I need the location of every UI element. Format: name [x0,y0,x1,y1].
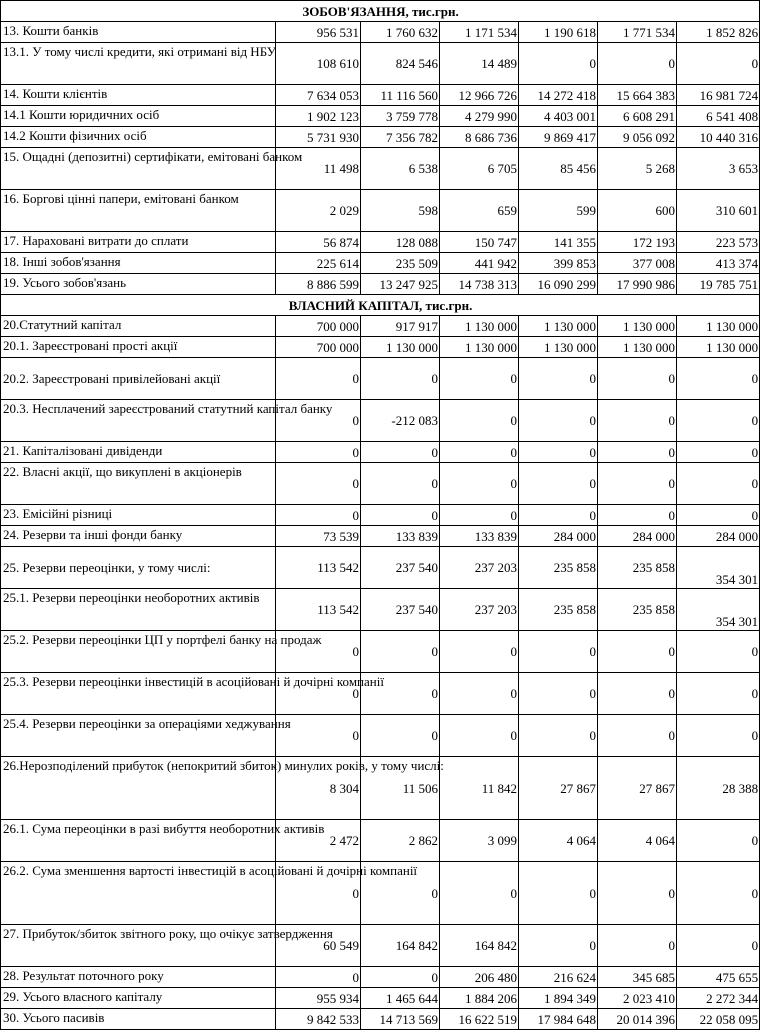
cell-value: 225 614 [276,253,361,274]
table-row [1,274,760,295]
cell-value: 216 624 [519,967,598,988]
cell-value: 0 [361,358,440,400]
cell-value: 0 [361,967,440,988]
cell-value: 1 130 000 [677,316,760,337]
row-label: 30. Усього пасивів [1,1009,276,1030]
cell-value: -212 083 [361,400,440,442]
cell-value: 1 902 123 [276,106,361,127]
table-row [1,631,760,673]
cell-value: 1 130 000 [598,337,677,358]
table-row [1,925,760,967]
cell-value: 0 [677,673,760,715]
cell-value: 1 760 632 [361,22,440,43]
table-row [1,988,760,1009]
cell-value: 0 [519,631,598,673]
table-row [1,400,760,442]
cell-value: 172 193 [598,232,677,253]
cell-value: 0 [361,631,440,673]
cell-value: 1 465 644 [361,988,440,1009]
cell-value: 8 886 599 [276,274,361,295]
section-header-row [1,1,760,22]
row-label: 29. Усього власного капіталу [1,988,276,1009]
cell-value: 598 [361,190,440,232]
cell-value: 6 608 291 [598,106,677,127]
table-row [1,442,760,463]
cell-value: 56 874 [276,232,361,253]
cell-value: 2 272 344 [677,988,760,1009]
cell-value: 0 [276,400,361,442]
row-label: 25. Резерви переоцінки, у тому числі: [1,547,276,589]
table-row [1,127,760,148]
cell-value: 113 542 [276,589,361,631]
cell-value: 7 356 782 [361,127,440,148]
row-label: 16. Боргові цінні папери, емітовані банком [1,190,276,232]
cell-value: 60 549 [276,925,361,967]
table-row [1,1009,760,1030]
table-row [1,337,760,358]
cell-value: 0 [440,505,519,526]
cell-value: 15 664 383 [598,85,677,106]
section-title-liabilities: ЗОБОВ'ЯЗАННЯ, тис.грн. [1,1,760,22]
row-label: 19. Усього зобов'язань [1,274,276,295]
table-row [1,106,760,127]
cell-value: 14 713 569 [361,1009,440,1030]
cell-value: 9 869 417 [519,127,598,148]
cell-value: 5 731 930 [276,127,361,148]
cell-value: 235 858 [519,589,598,631]
cell-value: 0 [440,358,519,400]
row-label: 20.1. Зареєстровані прості акції [1,337,276,358]
cell-value: 0 [276,715,361,757]
cell-value: 128 088 [361,232,440,253]
section-header-row [1,295,760,316]
cell-value: 0 [598,925,677,967]
cell-value: 164 842 [440,925,519,967]
cell-value: 235 858 [519,547,598,589]
cell-value: 0 [361,463,440,505]
cell-value: 2 472 [276,820,361,862]
cell-value: 206 480 [440,967,519,988]
cell-value: 0 [677,442,760,463]
cell-value: 1 130 000 [361,337,440,358]
cell-value: 0 [677,820,760,862]
cell-value: 1 130 000 [519,337,598,358]
cell-value: 17 984 648 [519,1009,598,1030]
cell-value: 28 388 [677,757,760,820]
row-label: 25.1. Резерви переоцінки необоротних активів [1,589,276,631]
cell-value: 4 403 001 [519,106,598,127]
cell-value: 0 [598,631,677,673]
cell-value: 0 [519,715,598,757]
table-row [1,589,760,631]
cell-value: 0 [519,463,598,505]
row-label: 27. Прибуток/збиток звітного року, що очікує затвердження [1,925,276,967]
cell-value: 4 064 [598,820,677,862]
cell-value: 5 268 [598,148,677,190]
cell-value: 14 489 [440,43,519,85]
row-label: 18. Інші зобов'язання [1,253,276,274]
table-row [1,43,760,85]
cell-value: 11 842 [440,757,519,820]
cell-value: 345 685 [598,967,677,988]
cell-value: 0 [519,505,598,526]
cell-value: 0 [677,925,760,967]
cell-value: 27 867 [519,757,598,820]
cell-value: 0 [677,505,760,526]
row-label: 28. Результат поточного року [1,967,276,988]
cell-value: 284 000 [598,526,677,547]
cell-value: 4 064 [519,820,598,862]
cell-value: 1 884 206 [440,988,519,1009]
cell-value: 108 610 [276,43,361,85]
cell-value: 1 130 000 [519,316,598,337]
cell-value: 0 [440,631,519,673]
row-label: 13.1. У тому числі кредити, які отримані від НБУ [1,43,276,85]
cell-value: 11 116 560 [361,85,440,106]
cell-value: 164 842 [361,925,440,967]
cell-value: 0 [276,358,361,400]
row-label: 25.4. Резерви переоцінки за операціями хеджування [1,715,276,757]
cell-value: 284 000 [677,526,760,547]
cell-value: 16 090 299 [519,274,598,295]
cell-value: 413 374 [677,253,760,274]
row-label: 26.1. Сума переоцінки в разі вибуття необоротних активів [1,820,276,862]
cell-value: 223 573 [677,232,760,253]
row-label: 25.2. Резерви переоцінки ЦП у портфелі банку на продаж [1,631,276,673]
row-label: 26.Нерозподілений прибуток (непокритий збиток) минулих років, у тому числі: [1,757,276,820]
table-row [1,253,760,274]
cell-value: 1 130 000 [677,337,760,358]
cell-value: 2 862 [361,820,440,862]
cell-value: 0 [519,862,598,925]
cell-value: 0 [598,463,677,505]
cell-value: 6 538 [361,148,440,190]
cell-value: 0 [276,673,361,715]
cell-value: 0 [677,43,760,85]
cell-value: 0 [440,463,519,505]
cell-value: 0 [361,442,440,463]
cell-value: 19 785 751 [677,274,760,295]
cell-value: 700 000 [276,316,361,337]
cell-value: 0 [519,358,598,400]
cell-value: 2 029 [276,190,361,232]
cell-value: 0 [276,463,361,505]
cell-value: 8 304 [276,757,361,820]
cell-value: 0 [276,442,361,463]
table-row [1,820,760,862]
cell-value: 0 [677,400,760,442]
table-row [1,316,760,337]
cell-value: 0 [440,715,519,757]
cell-value: 0 [677,862,760,925]
cell-value: 12 966 726 [440,85,519,106]
table-row [1,463,760,505]
cell-value: 13 247 925 [361,274,440,295]
cell-value: 133 839 [440,526,519,547]
table-row [1,232,760,253]
cell-value: 955 934 [276,988,361,1009]
cell-value: 0 [598,862,677,925]
cell-value: 0 [361,505,440,526]
cell-value: 27 867 [598,757,677,820]
cell-value: 4 279 990 [440,106,519,127]
cell-value: 1 894 349 [519,988,598,1009]
cell-value: 7 634 053 [276,85,361,106]
cell-value: 3 653 [677,148,760,190]
cell-value: 235 509 [361,253,440,274]
cell-value: 113 542 [276,547,361,589]
cell-value: 1 130 000 [440,316,519,337]
cell-value: 6 541 408 [677,106,760,127]
cell-value: 0 [276,862,361,925]
cell-value: 0 [598,673,677,715]
cell-value: 11 506 [361,757,440,820]
cell-value: 9 056 092 [598,127,677,148]
cell-value: 1 771 534 [598,22,677,43]
cell-value: 0 [519,43,598,85]
cell-value: 133 839 [361,526,440,547]
cell-value: 0 [677,715,760,757]
cell-value: 354 301 [677,589,760,631]
cell-value: 237 540 [361,547,440,589]
cell-value: 0 [598,442,677,463]
table-row [1,358,760,400]
cell-value: 73 539 [276,526,361,547]
cell-value: 141 355 [519,232,598,253]
section-title-equity: ВЛАСНИЙ КАПІТАЛ, тис.грн. [1,295,760,316]
cell-value: 659 [440,190,519,232]
row-label: 17. Нараховані витрати до сплати [1,232,276,253]
cell-value: 85 456 [519,148,598,190]
cell-value: 11 498 [276,148,361,190]
cell-value: 284 000 [519,526,598,547]
cell-value: 1 130 000 [440,337,519,358]
cell-value: 354 301 [677,547,760,589]
cell-value: 2 023 410 [598,988,677,1009]
row-label: 14. Кошти клієнтів [1,85,276,106]
cell-value: 310 601 [677,190,760,232]
cell-value: 0 [276,631,361,673]
row-label: 14.1 Кошти юридичних осіб [1,106,276,127]
cell-value: 6 705 [440,148,519,190]
cell-value: 917 917 [361,316,440,337]
cell-value: 22 058 095 [677,1009,760,1030]
cell-value: 3 759 778 [361,106,440,127]
cell-value: 237 203 [440,589,519,631]
row-label: 21. Капіталізовані дивіденди [1,442,276,463]
cell-value: 0 [519,442,598,463]
table-row [1,190,760,232]
cell-value: 0 [361,673,440,715]
table-row [1,547,760,589]
cell-value: 20 014 396 [598,1009,677,1030]
cell-value: 150 747 [440,232,519,253]
row-label: 20.3. Несплачений зареєстрований статутний капітал банку [1,400,276,442]
row-label: 24. Резерви та інші фонди банку [1,526,276,547]
cell-value: 0 [598,505,677,526]
cell-value: 9 842 533 [276,1009,361,1030]
cell-value: 1 130 000 [598,316,677,337]
cell-value: 16 622 519 [440,1009,519,1030]
cell-value: 8 686 736 [440,127,519,148]
table-row [1,967,760,988]
cell-value: 16 981 724 [677,85,760,106]
table-row [1,862,760,925]
table-row [1,757,760,820]
row-label: 13. Кошти банків [1,22,276,43]
row-label: 25.3. Резерви переоцінки інвестицій в асоційовані й дочірні компанії [1,673,276,715]
cell-value: 17 990 986 [598,274,677,295]
cell-value: 399 853 [519,253,598,274]
cell-value: 10 440 316 [677,127,760,148]
cell-value: 14 272 418 [519,85,598,106]
cell-value: 377 008 [598,253,677,274]
cell-value: 0 [598,715,677,757]
cell-value: 14 738 313 [440,274,519,295]
table-row [1,673,760,715]
row-label: 15. Ощадні (депозитні) сертифікати, емітовані банком [1,148,276,190]
cell-value: 599 [519,190,598,232]
cell-value: 0 [519,673,598,715]
row-label: 22. Власні акції, що викуплені в акціонерів [1,463,276,505]
row-label: 20.Статутний капітал [1,316,276,337]
table-row [1,505,760,526]
cell-value: 0 [440,442,519,463]
cell-value: 235 858 [598,547,677,589]
cell-value: 237 540 [361,589,440,631]
cell-value: 956 531 [276,22,361,43]
cell-value: 0 [361,715,440,757]
cell-value: 0 [677,358,760,400]
cell-value: 0 [440,862,519,925]
row-label: 26.2. Сума зменшення вартості інвестицій в асоційовані й дочірні компанії [1,862,276,925]
cell-value: 1 190 618 [519,22,598,43]
table-row [1,22,760,43]
cell-value: 0 [598,43,677,85]
cell-value: 700 000 [276,337,361,358]
row-label: 14.2 Кошти фізичних осіб [1,127,276,148]
cell-value: 441 942 [440,253,519,274]
cell-value: 0 [519,925,598,967]
cell-value: 824 546 [361,43,440,85]
cell-value: 235 858 [598,589,677,631]
cell-value: 0 [276,967,361,988]
cell-value: 0 [276,505,361,526]
cell-value: 1 171 534 [440,22,519,43]
row-label: 23. Емісійні різниці [1,505,276,526]
table-row [1,526,760,547]
cell-value: 237 203 [440,547,519,589]
cell-value: 0 [440,400,519,442]
cell-value: 475 655 [677,967,760,988]
table-row [1,85,760,106]
cell-value: 0 [677,631,760,673]
cell-value: 0 [598,400,677,442]
cell-value: 0 [598,358,677,400]
cell-value: 0 [361,862,440,925]
cell-value: 1 852 826 [677,22,760,43]
cell-value: 600 [598,190,677,232]
row-label: 20.2. Зареєстровані привілейовані акції [1,358,276,400]
table-row [1,715,760,757]
cell-value: 3 099 [440,820,519,862]
cell-value: 0 [677,463,760,505]
cell-value: 0 [440,673,519,715]
cell-value: 0 [519,400,598,442]
table-row [1,148,760,190]
